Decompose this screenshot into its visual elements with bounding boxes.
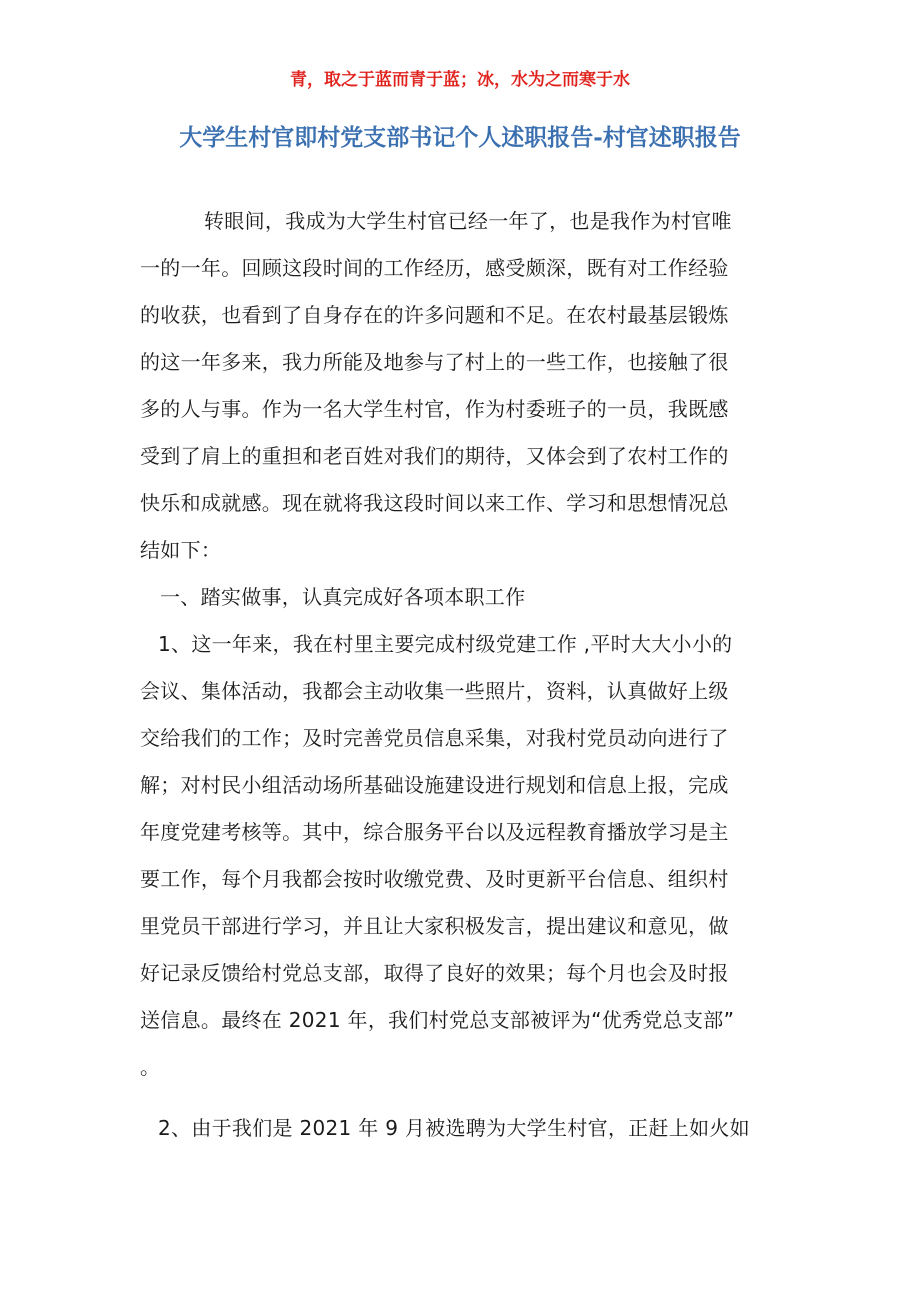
paragraph-line: 1、这一年来，我在村里主要完成村级党建工作 ,平时大大小小的: [158, 632, 733, 656]
paragraph-line: 的收获，也看到了自身存在的许多问题和不足。在农村最基层锻炼: [140, 303, 729, 327]
paragraph-line: 要工作，每个月我都会按时收缴党费、及时更新平台信息、组织村: [140, 867, 729, 891]
paragraph-gap: [140, 1091, 772, 1105]
paragraph-line: 好记录反馈给村党总支部，取得了良好的效果；每个月也会及时报: [140, 961, 729, 985]
paragraph-line: 里党员干部进行学习，并且让大家积极发言，提出建议和意见，做: [140, 914, 729, 938]
paragraph-line: 解；对村民小组活动场所基础设施建设进行规划和信息上报，完成: [140, 773, 729, 797]
paragraph-line: 结如下：: [140, 538, 222, 562]
paragraph-line: 年度党建考核等。其中，综合服务平台以及远程教育播放学习是主: [140, 820, 729, 844]
paragraph-line: 一的一年。回顾这段时间的工作经历，感受颇深，既有对工作经验: [140, 256, 729, 280]
document-title: 大学生村官即村党支部书记个人述职报告-村官述职报告: [179, 124, 741, 151]
paragraph-line: 会议、集体活动，我都会主动收集一些照片，资料，认真做好上级: [140, 679, 729, 703]
paragraph-line: 转眼间，我成为大学生村官已经一年了，也是我作为村官唯: [204, 209, 732, 233]
paragraph-line: 2、由于我们是 2021 年 9 月被选聘为大学生村官，正赶上如火如: [158, 1116, 750, 1140]
paragraph-line: 。: [140, 1055, 161, 1079]
header-motto: 青，取之于蓝而青于蓝；冰，水为之而寒于水: [290, 70, 630, 90]
paragraph-line: 的这一年多来，我力所能及地参与了村上的一些工作，也接触了很: [140, 350, 729, 374]
paragraph-line: 快乐和成就感。现在就将我这段时间以来工作、学习和思想情况总: [140, 491, 729, 515]
paragraph-line: 多的人与事。作为一名大学生村官，作为村委班子的一员，我既感: [140, 397, 729, 421]
paragraph-line: 交给我们的工作；及时完善党员信息采集，对我村党员动向进行了: [140, 726, 729, 750]
section-heading: 一、踏实做事，认真完成好各项本职工作: [160, 585, 526, 609]
paragraph-line: 送信息。最终在 2021 年，我们村党总支部被评为“优秀党总支部”: [140, 1008, 735, 1032]
document-body: [140, 198, 772, 1152]
paragraph-line: 受到了肩上的重担和老百姓对我们的期待，又体会到了农村工作的: [140, 444, 729, 468]
